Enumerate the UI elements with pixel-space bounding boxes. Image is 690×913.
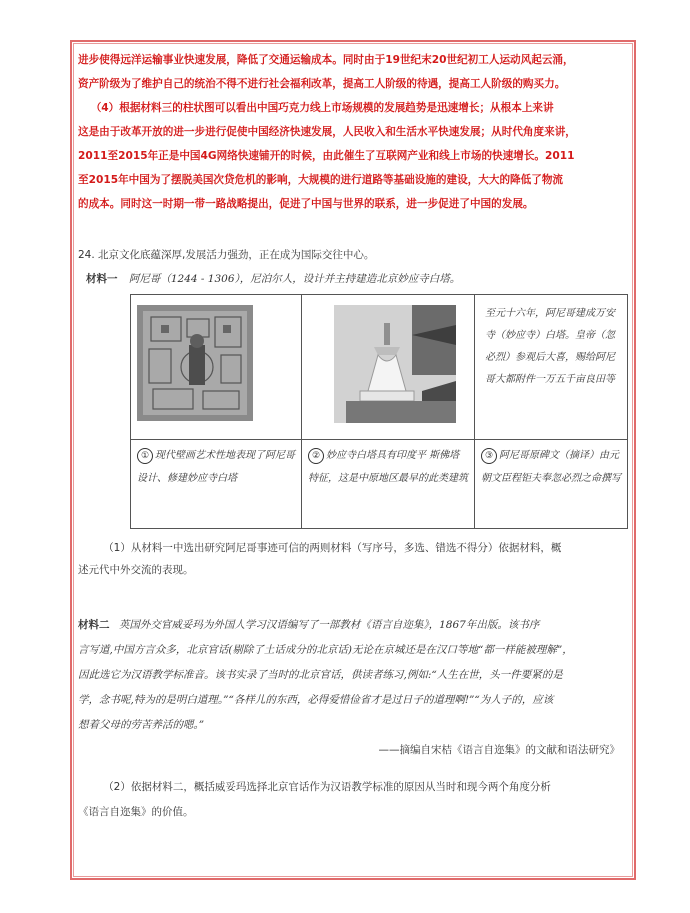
question-1 [78, 537, 630, 581]
answer-line: 资产阶级为了维护自己的统治不得不进行社会福利改革，提高工人阶级的待遇，提高工人阶级的购买力。 [78, 78, 566, 90]
caption-1 [131, 440, 302, 529]
answer-line: 这是由于改革开放的进一步进行促使中国经济快速发展，人民收入和生活水平快速发展；从时代角度来讲， [78, 126, 576, 138]
question-1-line: 述元代中外交流的表现。 [78, 564, 194, 576]
question-1-line: （1）从材料一中选出研究阿尼哥事迹可信的两则材料（写序号，多选、错选不得分）依据材料，概 [103, 542, 562, 554]
material2-text: 英国外交官威妥玛为外国人学习汉语编写了一部教材《语言自迩集》，1867年出版。该书序 [118, 619, 540, 631]
caption-2-text: 妙应寺白塔具有印度平 斯佛塔特征，这是中原地区最早的此类建筑 [308, 450, 468, 484]
question-24 [78, 244, 630, 290]
question-24-stem: 24. 北京文化底蕴深厚,发展活力强劲，正在成为国际交往中心。 [78, 249, 375, 261]
white-pagoda-image-cell [302, 295, 475, 440]
document-content [78, 48, 630, 825]
answer-line: 至2015年中国为了摆脱美国次贷危机的影响，大规模的进行道路等基础设施的建设，大大的降低了物流 [78, 174, 564, 186]
material2-line: 学，念书呢,特为的是明白道理。”“各样儿的东西，必得爱惜俭省才是过日子的道理啊!”“为人子的，应该 [78, 694, 554, 706]
mural-image [131, 295, 299, 435]
mural-image-cell [131, 295, 302, 440]
answer-line: 的成本。同时这一时期一带一路战略提出，促进了中国与世界的联系，进一步促进了中国的发展。 [78, 198, 534, 210]
answer-section [78, 48, 630, 216]
material1-label: 材料一 [86, 273, 118, 285]
material2-line: 言写道,中国方言众多，北京官话(剔除了土话成分的北京话)无论在京城还是在汉口等地“都一样能被理解”， [78, 644, 573, 656]
caption-1-text: 现代壁画艺术性地表现了阿尼哥设计、修建妙应寺白塔 [137, 450, 295, 484]
caption-3-number: ③ [481, 448, 497, 464]
caption-1-number: ① [137, 448, 153, 464]
material1-intro: 阿尼哥（1244 - 1306），尼泊尔人，设计并主持建造北京妙应寺白塔。 [128, 273, 461, 285]
caption-3 [475, 440, 628, 529]
material2-label: 材料二 [78, 619, 110, 631]
material2-source: ——摘编自宋桔《语言自迩集》的文献和语法研究》 [378, 744, 620, 756]
white-pagoda-image [302, 295, 472, 435]
material2-line [78, 613, 630, 638]
caption-2 [302, 440, 475, 529]
material1-table [130, 294, 628, 529]
answer-line: 进步使得远洋运输事业快速发展，降低了交通运输成本。同时由于19世纪末20世纪初工人运动风起云涌， [78, 54, 574, 66]
question-2 [78, 775, 630, 825]
inscription-text: 至元十六年，阿尼哥建成万安寺（妙应寺）白塔。皇帝（忽必烈）参观后大喜，赐给阿尼哥大都附件一万五千亩良田等 [485, 308, 615, 385]
question-2-line: 《语言自迩集》的价值。 [78, 806, 194, 818]
answer-line: （4）根据材料三的柱状图可以看出中国巧克力线上市场规模的发展趋势是迅速增长；从根本上来讲 [90, 102, 554, 114]
caption-2-number: ② [308, 448, 324, 464]
answer-line: 2011至2015年正是中国4G网络快速铺开的时候，由此催生了互联网产业和线上市场的快速增长。2011 [78, 150, 575, 162]
material2-line: 想着父母的劳苦养活的嗯。” [78, 719, 205, 731]
question-2-line: （2）依据材料二，概括威妥玛选择北京官话作为汉语教学标准的原因从当时和现今两个角度分析 [103, 781, 551, 793]
material1-intro-line [86, 268, 630, 290]
material2-line: 因此选它为汉语教学标准音。该书实录了当时的北京官话，供读者练习,例如:“人生在世，头一件要紧的是 [78, 669, 563, 681]
inscription-text-cell [475, 295, 628, 440]
caption-3-text: 阿尼哥原碑文（摘译）由元朝文臣程钜夫奉忽必烈之命撰写 [481, 450, 621, 484]
material2 [78, 613, 630, 763]
